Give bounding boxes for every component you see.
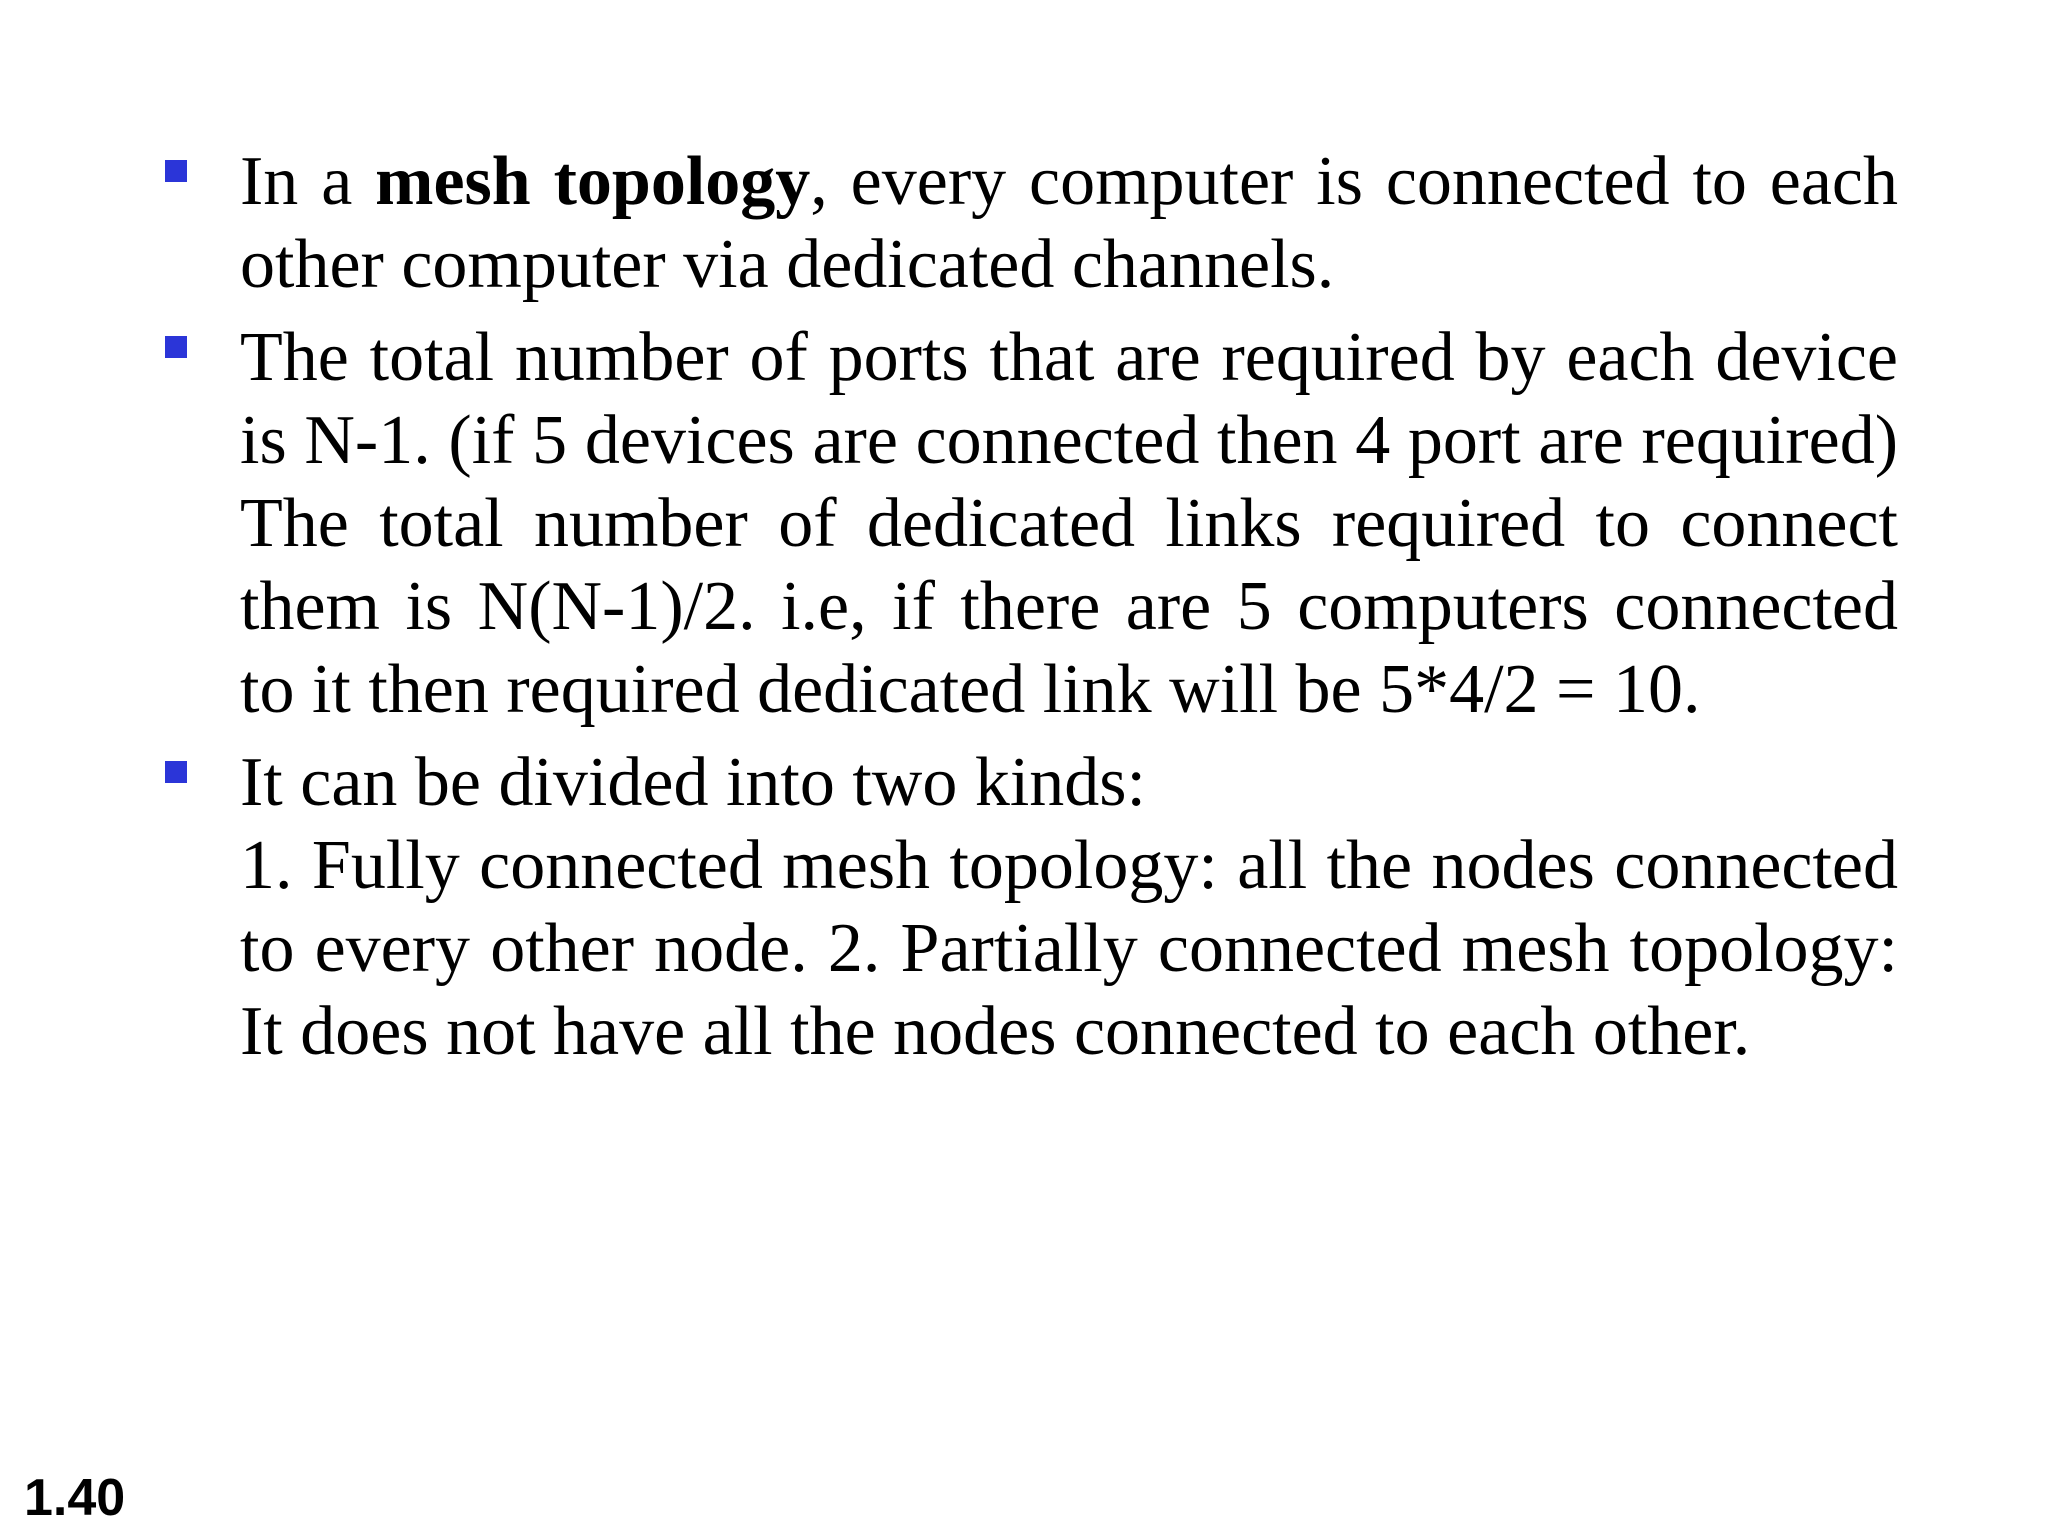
bullet-3-text: 1. Fully connected mesh topology: all the nodes connected to every other node. 2. Partially connected mesh topology: It does not have all the nodes connected to each other.	[240, 827, 1898, 1070]
bullet-3-word: be	[414, 744, 481, 821]
square-bullet-icon	[165, 761, 187, 783]
bullet-3-first-line	[240, 741, 1898, 824]
bullet-3-word: kinds:	[974, 744, 1146, 821]
bullet-item-mesh-definition	[240, 140, 1898, 306]
bullet-1-bold-term: mesh topology	[375, 143, 811, 220]
bullet-item-ports-links	[240, 316, 1898, 731]
bullet-item-kinds	[240, 741, 1898, 1073]
bullet-3-word: into	[725, 744, 835, 821]
bullet-3-word: can	[300, 744, 398, 821]
square-bullet-icon	[165, 336, 187, 358]
bullet-3-word: It	[240, 744, 283, 821]
bullet-3-word: two	[852, 744, 958, 821]
bullet-3-word: divided	[498, 744, 709, 821]
bullet-2-text: The total number of ports that are required by each device is N-1. (if 5 devices are connected then 4 port are required) The total number of dedicated links required to connect them is N(N-1)/2. i.e, if there are 5 computers connected to it then required dedicated link will be 5*4/2 = 10.	[240, 319, 1898, 728]
square-bullet-icon	[165, 160, 187, 182]
bullet-list	[240, 140, 1898, 1083]
bullet-1-text: , every computer is connected to each other computer via dedicated channels.	[240, 143, 1898, 303]
page-number: 1.40	[24, 1469, 126, 1527]
bullet-1-prefix: In a	[240, 143, 376, 220]
